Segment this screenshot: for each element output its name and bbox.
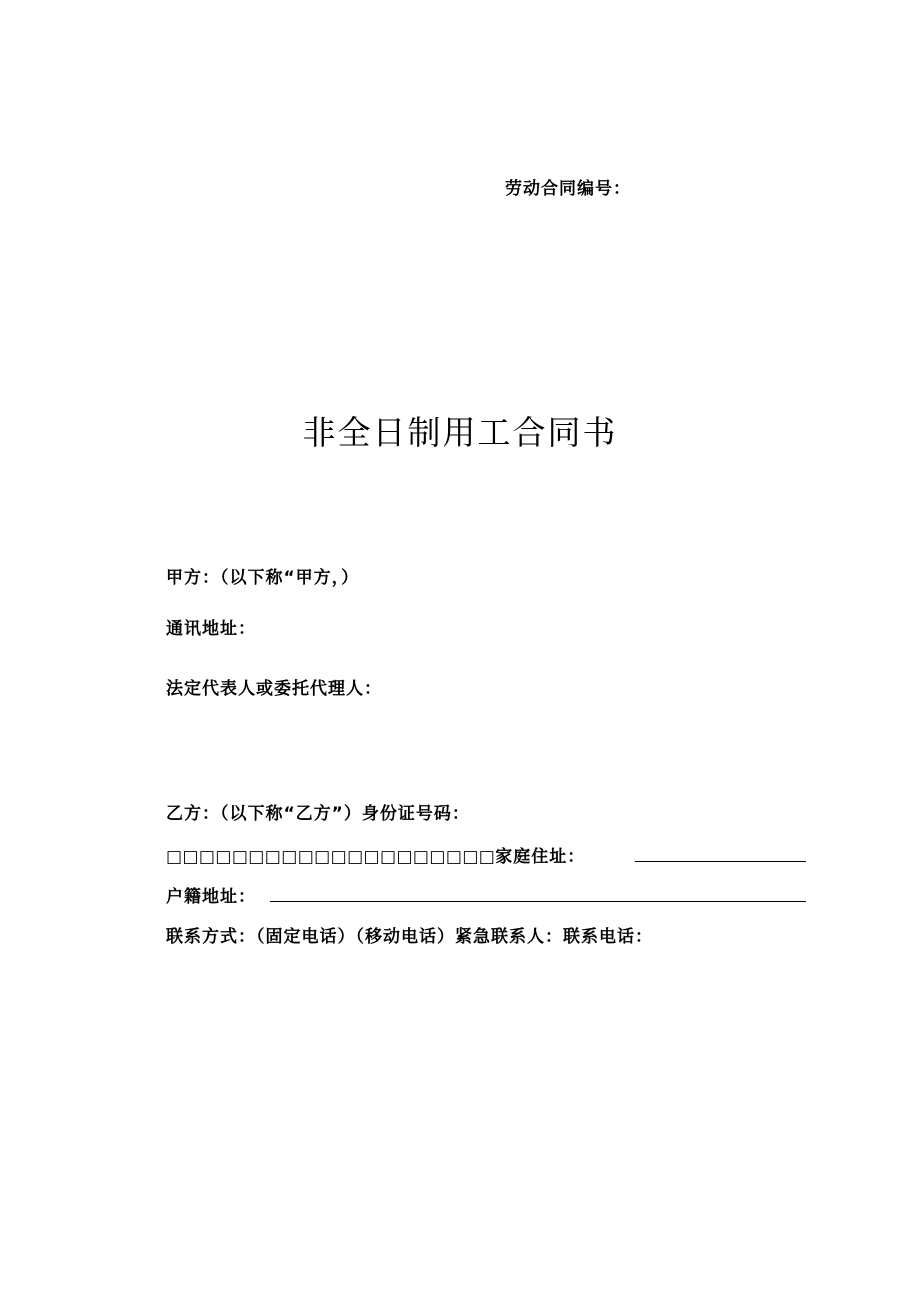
contact-info-line: 联系方式：（固定电话）（移动电话）紧急联系人：联系电话：	[166, 927, 653, 947]
id-number-boxes: □□□□□□□□□□□□□□□□□□□□	[166, 847, 496, 867]
home-address-blank	[635, 861, 806, 862]
party-a-representative-label: 法定代表人或委托代理人：	[166, 679, 382, 699]
party-b-id-and-home-line	[166, 842, 585, 867]
hukou-address-label: 户籍地址：	[166, 887, 256, 907]
document-title: 非全日制用工合同书	[302, 413, 618, 452]
party-b-id-line: 乙方：（以下称“乙方”）身份证号码：	[166, 804, 470, 824]
hukou-address-blank	[270, 901, 806, 902]
contract-number-label: 劳动合同编号：	[505, 179, 631, 199]
party-a-address-label: 通讯地址：	[166, 619, 256, 639]
home-address-label: 家庭住址：	[495, 847, 586, 867]
party-a-line: 甲方：（以下称“甲方，）	[166, 568, 360, 588]
